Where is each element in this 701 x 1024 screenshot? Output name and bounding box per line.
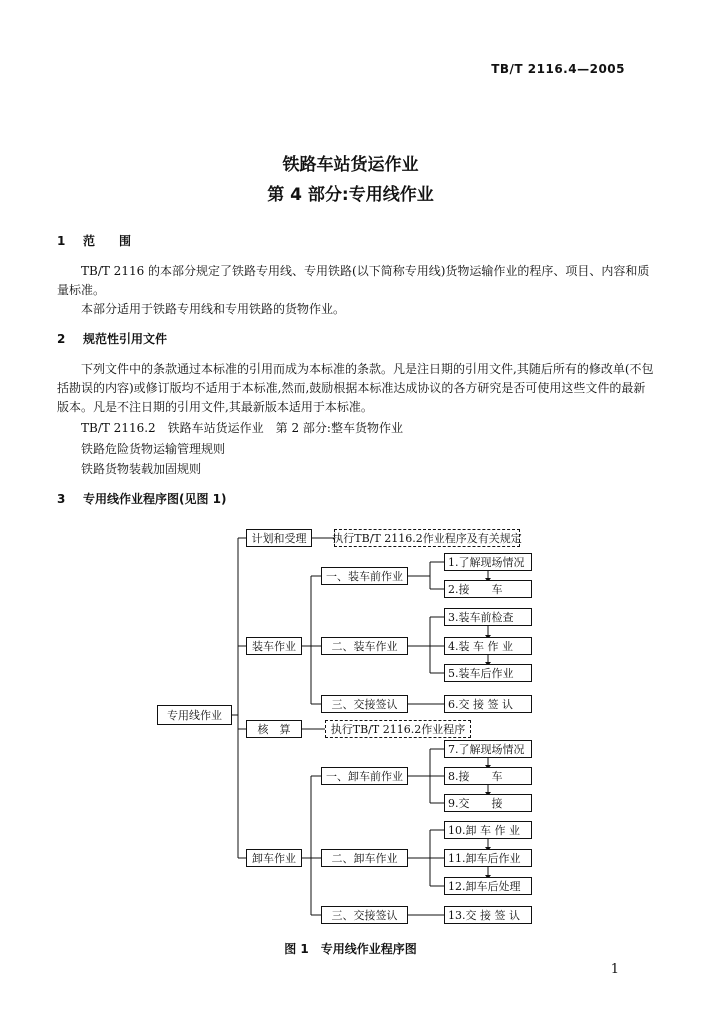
flow-unload-handover-box: 三、交接签认 (321, 906, 408, 924)
flow-load-pre-box: 一、装车前作业 (321, 567, 408, 585)
flow-step-7: 7.了解现场情况 (444, 740, 532, 758)
section-number: 3 (57, 492, 66, 506)
flow-step-3: 3.装车前检查 (444, 608, 532, 626)
flow-unload-pre-box: 一、卸车前作业 (321, 767, 408, 785)
flow-step-9: 9.交 接 (444, 794, 532, 812)
flow-plan-box: 计划和受理 (246, 529, 312, 547)
section-2-paragraph-1: 下列文件中的条款通过本标准的引用而成为本标准的条款。凡是注日期的引用文件,其随后所有的修改单(不包括勘误的内容)或修订版均不适用于本标准,然而,鼓励根据本标准达成协议的各方研究是否可使用这些文件的最新版本。凡是不注日期的引用文件,其最新版本适用于本标准。 (57, 362, 654, 414)
flow-check-box: 核 算 (246, 720, 302, 738)
reference-item: TB/T 2116.2 铁路车站货运作业 第 2 部分:整车货物作业 (81, 421, 403, 435)
figure-caption: 图 1 专用线作业程序图 (284, 942, 417, 956)
reference-item: 铁路危险货物运输管理规则 (81, 442, 226, 456)
section-title: 专用线作业程序图(见图 1) (83, 492, 227, 506)
document-title: 铁路车站货运作业 (282, 155, 419, 175)
section-title: 规范性引用文件 (83, 332, 168, 346)
flow-step-5: 5.装车后作业 (444, 664, 532, 682)
flow-step-10: 10.卸 车 作 业 (444, 821, 532, 839)
flow-check-note: 执行TB/T 2116.2作业程序 (325, 720, 471, 738)
flow-step-6: 6.交 接 签 认 (444, 695, 532, 713)
section-1-paragraph-2: 本部分适用于铁路专用线和专用铁路的货物作业。 (81, 302, 346, 316)
flow-load-handover-box: 三、交接签认 (321, 695, 408, 713)
flow-plan-note: 执行TB/T 2116.2作业程序及有关规定 (334, 529, 520, 547)
section-number: 2 (57, 332, 66, 346)
flow-step-8: 8.接 车 (444, 767, 532, 785)
flow-unload-do-box: 二、卸车作业 (321, 849, 408, 867)
flow-root-box: 专用线作业 (157, 705, 232, 725)
standard-number: TB/T 2116.4—2005 (491, 62, 625, 76)
flow-load-box: 装车作业 (246, 637, 302, 655)
document-subtitle: 第 4 部分:专用线作业 (267, 185, 434, 205)
page-number: 1 (610, 962, 619, 977)
section-number: 1 (57, 234, 66, 248)
flow-step-4: 4.装 车 作 业 (444, 637, 532, 655)
flow-step-1: 1.了解现场情况 (444, 553, 532, 571)
flow-step-12: 12.卸车后处理 (444, 877, 532, 895)
flow-step-13: 13.交 接 签 认 (444, 906, 532, 924)
section-1-paragraph-1: TB/T 2116 的本部分规定了铁路专用线、专用铁路(以下简称专用线)货物运输作业的程序、项目、内容和质量标准。 (57, 264, 650, 297)
reference-item: 铁路货物装载加固规则 (81, 462, 202, 476)
flow-step-2: 2.接 车 (444, 580, 532, 598)
flow-unload-box: 卸车作业 (246, 849, 302, 867)
flow-load-do-box: 二、装车作业 (321, 637, 408, 655)
section-title: 范 围 (83, 234, 132, 248)
flow-step-11: 11.卸车后作业 (444, 849, 532, 867)
